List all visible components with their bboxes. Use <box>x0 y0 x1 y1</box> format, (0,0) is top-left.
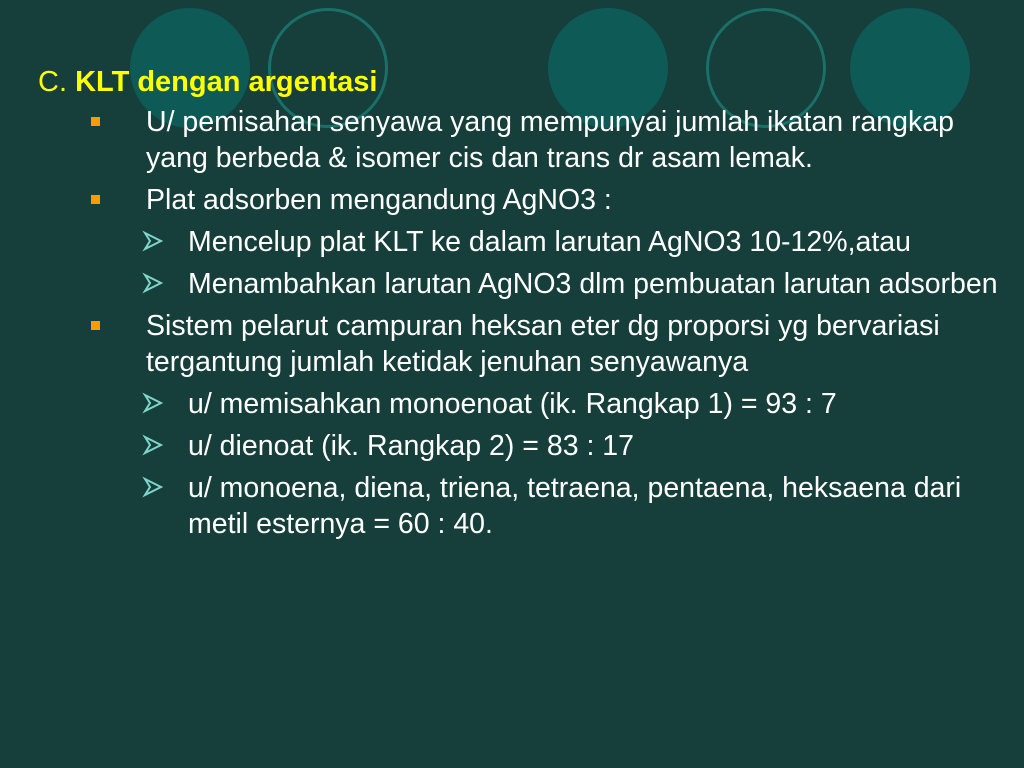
heading-prefix: C. <box>38 66 76 98</box>
arrow-bullet-icon <box>142 476 164 498</box>
sub-list-item <box>38 386 998 422</box>
list-item <box>38 308 998 380</box>
sub-list-item <box>38 428 998 464</box>
arrow-bullet-icon <box>142 272 164 294</box>
sub-list-item <box>38 224 998 260</box>
arrow-bullet-icon <box>142 230 164 252</box>
list-item <box>38 182 998 218</box>
list-item <box>38 104 998 176</box>
sub-list-item-text: u/ memisahkan monoenoat (ik. Rangkap 1) = 93 : 7 <box>188 388 837 420</box>
heading-title: KLT dengan argentasi <box>75 66 378 98</box>
list-item-text: Sistem pelarut campuran heksan eter dg proporsi yg bervariasi tergantung jumlah ketidak jenuhan senyawanya <box>146 310 940 378</box>
arrow-bullet-icon <box>142 434 164 456</box>
sub-list-item-text: Menambahkan larutan AgNO3 dlm pembuatan larutan adsorben <box>188 268 998 300</box>
square-bullet-icon <box>91 117 100 126</box>
arrow-bullet-icon <box>142 392 164 414</box>
slide-content <box>38 62 998 548</box>
slide-heading <box>38 62 998 102</box>
sub-list-item <box>38 266 998 302</box>
sub-list-item-text: Mencelup plat KLT ke dalam larutan AgNO3 10-12%,atau <box>188 226 911 258</box>
square-bullet-icon <box>91 195 100 204</box>
list-item-text: Plat adsorben mengandung AgNO3 : <box>146 184 612 216</box>
sub-list-item-text: u/ monoena, diena, triena, tetraena, pentaena, heksaena dari metil esternya = 60 : 40. <box>188 472 962 540</box>
square-bullet-icon <box>91 321 100 330</box>
sub-list-item <box>38 470 998 542</box>
sub-list-item-text: u/ dienoat (ik. Rangkap 2) = 83 : 17 <box>188 430 634 462</box>
list-item-text: U/ pemisahan senyawa yang mempunyai jumlah ikatan rangkap yang berbeda & isomer cis dan trans dr asam lemak. <box>146 106 954 174</box>
